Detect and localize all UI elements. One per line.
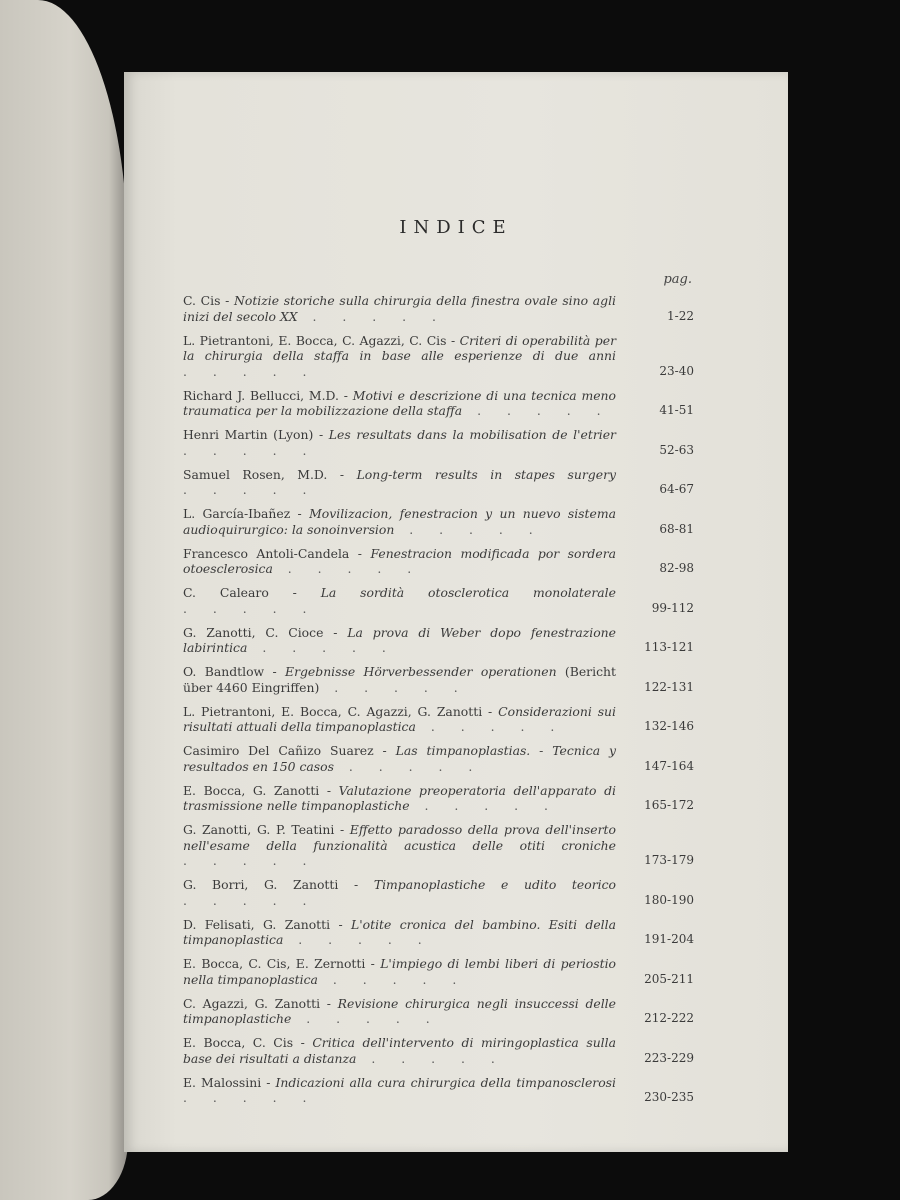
toc-entry [183,388,694,419]
entry-title: Effetto paradosso della prova dell'inserto nell'esame della funzionalità acustica delle otiti croniche [183,822,616,853]
entry-authors: Samuel Rosen, M.D. [183,466,328,482]
entry-authors: G. Zanotti, C. Cioce [183,624,324,640]
entry-title: Notizie storiche sulla chirurgia della finestra ovale sino agli inizi del secolo XX [183,293,617,324]
toc-entry [183,293,694,324]
entry-title: La prova di Weber dopo fenestrazione labirintica [183,624,616,655]
toc-entry-text: O. Bandtlow - Ergebnisse Hörverbessender operationen (Bericht über 4460 Eingriffen) . . . . . [183,664,616,695]
toc-entry [183,1075,694,1106]
entry-title: Indicazioni alla cura chirurgica della timpanosclerosi [275,1074,616,1090]
entry-pages: 191-204 [644,932,694,946]
toc-entry [183,1035,694,1066]
entry-authors: L. Pietrantoni, E. Bocca, C. Agazzi, C. Cis [183,332,447,348]
page-column-label: pag. [663,272,692,287]
dot-leader: . . . . . [183,363,318,379]
entry-title: Timpanoplastiche e udito teorico [373,877,616,892]
toc-entry-text: Francesco Antoli-Candela - Fenestracion modificada por sordera otoesclerosica . . . . . [183,545,616,576]
toc-entry-text: Henri Martin (Lyon) - Les resultats dans la mobilisation de l'etrier . . . . . [183,427,616,458]
entry-authors: G. Borri, G. Zanotti [183,877,339,892]
entry-title: Movilizacion, fenestracion y un nuevo sistema audioquirurgico: la sonoinversion [183,506,616,537]
entry-pages: 173-179 [644,853,694,867]
entry-authors: C. Calearo [183,585,269,600]
toc-entry-text: Samuel Rosen, M.D. - Long-term results in stapes surgery . . . . . [183,466,616,497]
dot-leader: . . . . . [183,442,318,458]
entry-title: Revisione chirurgica negli insuccessi delle timpanoplastiche [183,995,616,1026]
entry-pages: 64-67 [659,482,694,496]
toc-entry-text: C. Cis - Notizie storiche sulla chirurgia della finestra ovale sino agli inizi del secolo XX . . . . . [183,293,617,324]
entry-authors: Casimiro Del Cañizo Suarez [183,743,374,758]
toc-entry-text: D. Felisati, G. Zanotti - L'otite cronica del bambino. Esiti della timpanoplastica . . . . . [183,916,616,947]
entry-authors: L. García-Ibañez [183,506,291,521]
entry-title: L'otite cronica del bambino. Esiti della timpanoplastica [183,916,616,947]
entry-authors: E. Malossini [183,1074,262,1090]
entry-pages: 122-131 [644,679,694,694]
dot-leader: . . . . . [333,758,484,774]
entry-title: Motivi e descrizione di una tecnica meno traumatica per la mobilizzazione della staffa [183,387,616,418]
dot-leader: . . . . . [183,482,318,497]
toc-entry-text: Richard J. Bellucci, M.D. - Motivi e descrizione di una tecnica meno traumatica per la mobilizzazione della staffa . . . . . [183,387,616,418]
toc-entry [183,783,694,814]
toc-entry-text: G. Borri, G. Zanotti - Timpanoplastiche e udito teorico . . . . . [183,877,616,908]
book-page [124,72,788,1152]
entry-authors: Francesco Antoli-Candela [183,545,350,561]
entry-title: Criteri di operabilità per la chirurgia della staffa in base alle esperienze di due anni [183,332,616,363]
dot-leader: . . . . . [183,1090,318,1105]
toc-entry-text: L. Pietrantoni, E. Bocca, C. Agazzi, C. Cis - Criteri di operabilità per la chirurgia della staffa in base alle esperienze di due anni . . . . . [183,332,616,379]
toc-entry [183,743,694,774]
toc-entry [183,427,694,458]
toc-entry [183,625,694,656]
entry-pages: 68-81 [659,521,694,536]
toc-entry-text: E. Bocca, C. Cis, E. Zernotti - L'impiego di lembi liberi di periostio nella timpanoplastica . . . . . [183,956,616,987]
toc-entry [183,956,694,987]
dot-leader: . . . . . [272,561,423,576]
entry-authors: L. Pietrantoni, E. Bocca, C. Agazzi, G. Zanotti [183,703,483,719]
entry-authors: E. Bocca, C. Cis [183,1035,294,1050]
entry-authors: D. Felisati, G. Zanotti [183,916,331,932]
toc-entry-text: L. García-Ibañez - Movilizacion, fenestracion y un nuevo sistema audioquirurgico: la sonoinversion . . . . . [183,506,616,537]
entry-title: La sordità otosclerotica monolaterale [320,585,616,600]
entry-pages: 147-164 [644,758,694,773]
entry-pages: 132-146 [644,719,694,733]
dot-leader: . . . . . [247,640,397,655]
dot-leader: . . . . . [356,1050,506,1066]
toc-entry-text: G. Zanotti, C. Cioce - La prova di Weber dopo fenestrazione labirintica . . . . . [183,624,616,655]
toc-entry-text: E. Bocca, C. Cis - Critica dell'intervento di miringoplastica sulla base dei risultati a distanza . . . . . [183,1035,616,1066]
entry-authors: E. Bocca, G. Zanotti [183,782,320,798]
facing-page-edge [0,0,128,1200]
toc-entry [183,877,694,908]
toc-entry [183,917,694,948]
dot-leader: . . . . . [319,679,469,695]
entry-pages: 23-40 [659,363,694,378]
entry-pages: 82-98 [659,561,694,575]
toc-entry [183,704,694,735]
entry-title: Long-term results in stapes surgery [356,466,616,482]
dot-leader: . . . . . [183,853,318,868]
entry-title: Les resultats dans la mobilisation de l'etrier [328,427,616,442]
entry-authors: G. Zanotti, G. P. Teatini [183,822,335,837]
entry-authors: C. Agazzi, G. Zanotti [183,995,321,1011]
toc-entry [183,585,694,616]
entry-authors: E. Bocca, C. Cis, E. Zernotti [183,956,366,971]
dot-leader: . . . . . [462,403,612,418]
entry-pages: 1-22 [667,308,694,323]
entry-pages: 113-121 [644,640,694,654]
toc-entry-text: E. Bocca, G. Zanotti - Valutazione preoperatoria dell'apparato di trasmissione nelle timpanoplastiche . . . . . [183,782,616,813]
dot-leader: . . . . . [409,798,559,813]
toc-entry [183,822,694,869]
toc-entry [183,996,694,1027]
toc-entry [183,506,694,537]
entry-title: Ergebnisse Hörverbessender operationen [285,664,557,679]
entry-title: L'impiego di lembi liberi di periostio nella timpanoplastica [183,956,616,987]
entry-title: Valutazione preoperatoria dell'apparato di trasmissione nelle timpanoplastiche [183,782,616,813]
entry-pages: 223-229 [644,1050,694,1065]
toc-entry-text: G. Zanotti, G. P. Teatini - Effetto paradosso della prova dell'inserto nell'esame della funzionalità acustica delle otiti croniche . . . . . [183,822,616,868]
entry-title: Critica dell'intervento di miringoplastica sulla base dei risultati a distanza [183,1035,616,1066]
toc-entry-text: Casimiro Del Cañizo Suarez - Las timpanoplastias. - Tecnica y resultados en 150 casos . . . . . [183,743,616,774]
entry-pages: 99-112 [651,600,694,615]
dot-leader: . . . . . [183,600,318,616]
dot-leader: . . . . . [317,971,468,987]
toc-entry-text: L. Pietrantoni, E. Bocca, C. Agazzi, G. Zanotti - Considerazioni sui risultati attuali della timpanoplastica . . . . . [183,703,617,734]
entry-pages: 180-190 [644,892,694,907]
page-title: INDICE [399,217,513,238]
toc-entry [183,333,694,380]
entry-pages: 205-211 [644,971,694,986]
entry-pages: 230-235 [644,1090,694,1104]
toc-entry [183,467,694,498]
entry-pages: 52-63 [659,442,694,457]
entry-pages: 41-51 [659,403,694,417]
toc-entry-text: C. Calearo - La sordità otosclerotica monolaterale . . . . . [183,585,616,616]
toc-entry [183,664,694,695]
dot-leader: . . . . . [291,1011,441,1026]
toc-entry-text: E. Malossini - Indicazioni alla cura chirurgica della timpanosclerosi . . . . . [183,1074,616,1105]
entry-authors: Henri Martin (Lyon) [183,427,314,442]
dot-leader: . . . . . [415,719,566,734]
entry-authors: O. Bandtlow [183,664,265,679]
entry-pages: 165-172 [644,798,694,812]
entry-note: (Bericht über 4460 Eingriffen) [183,664,616,695]
entry-title: Las timpanoplastias. - Tecnica y resultados en 150 casos [183,743,616,774]
dot-leader: . . . . . [183,892,318,908]
toc-entry-text: C. Agazzi, G. Zanotti - Revisione chirurgica negli insuccessi delle timpanoplastiche . . . . . [183,995,616,1026]
entry-title: Fenestracion modificada por sordera otoesclerosica [183,545,616,576]
dot-leader: . . . . . [283,932,433,947]
dot-leader: . . . . . [297,308,447,324]
entry-pages: 212-222 [644,1011,694,1025]
table-of-contents [183,293,694,1114]
entry-authors: Richard J. Bellucci, M.D. [183,387,339,403]
toc-entry [183,546,694,577]
entry-authors: C. Cis [183,293,221,308]
dot-leader: . . . . . [394,521,544,537]
entry-title: Considerazioni sui risultati attuali della timpanoplastica [183,703,617,734]
